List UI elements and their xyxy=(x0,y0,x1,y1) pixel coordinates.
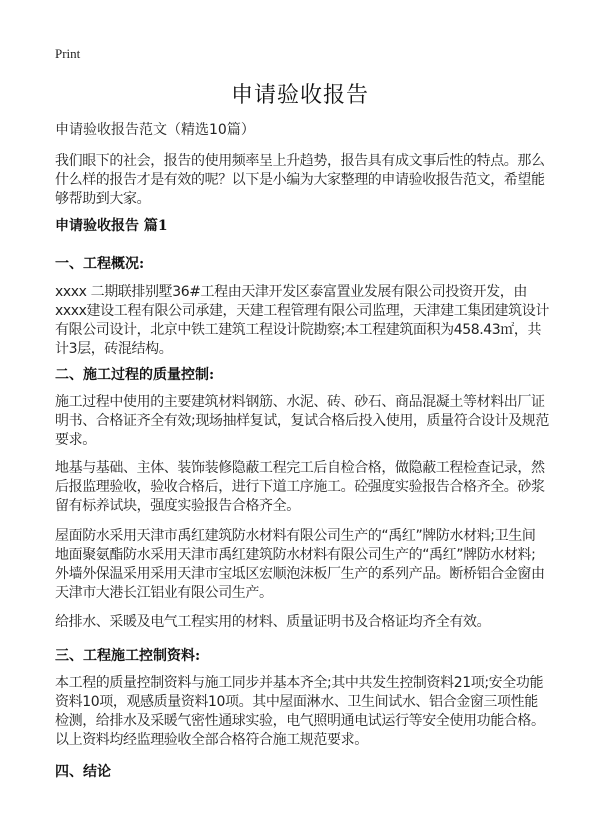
quality-paragraph-materials: 施工过程中使用的主要建筑材料钢筋、水泥、砖、砂石、商品混凝土等材料出厂证明书、合格证齐全有效;现场抽样复试，复试合格后投入使用，质量符合设计及规范要求。 xyxy=(55,394,549,448)
section-heading-overview: 一、工程概况: xyxy=(55,256,145,272)
document-title: 申请验收报告 xyxy=(230,83,369,108)
document-subtitle: 申请验收报告范文（精选10篇） xyxy=(55,122,255,138)
article-title: 申请验收报告 篇1 xyxy=(55,218,168,234)
section-heading-quality-control: 二、施工过程的质量控制: xyxy=(55,367,215,383)
quality-paragraph-mep: 给排水、采暖及电气工程实用的材料、质量证明书及合格证均齐全有效。 xyxy=(55,614,491,630)
section-heading-conclusion: 四、结论 xyxy=(55,764,111,780)
overview-paragraph: xxxx 二期联排别墅36#工程由天津开发区泰富置业发展有限公司投资开发，由xxxx建设工程有限公司承建，天建工程管理有限公司监理，天津建工集团建筑设计有限公司设计，北京中铁工建筑工程设计院勘察;本工程建筑面积为458.43㎡，共计3层，砖混结构。 xyxy=(55,284,549,357)
quality-paragraph-waterproofing: 屋面防水采用天津市禹红建筑防水材料有限公司生产的“禹红”牌防水材料;卫生间地面聚氨酯防水采用天津市禹红建筑防水材料有限公司生产的“禹红”牌防水材料;外墙外保温采用采用天津市宝坻区宏顺泡沫板厂生产的系列产品。断桥铝合金窗由天津市大港长江铝业有限公司生产。 xyxy=(55,528,545,601)
section-heading-control-documents: 三、工程施工控制资料: xyxy=(55,648,201,664)
control-documents-paragraph: 本工程的质量控制资料与施工同步并基本齐全;其中共发生控制资料21项;安全功能资料10项，观感质量资料10项。其中屋面淋水、卫生间试水、铝合金窗三项性能检测，给排水及采暖气密性通球实验，电气照明通电试运行等安全使用功能合格。以上资料均经监理验收全部合格符合施工规范要求。 xyxy=(55,675,545,748)
quality-paragraph-concealed-works: 地基与基础、主体、装饰装修隐蔽工程完工后自检合格，做隐蔽工程检查记录，然后报监理验收，验收合格后，进行下道工序施工。砼强度实验报告合格齐全。砂浆留有标养试块，强度实验报告合格齐全。 xyxy=(55,460,545,514)
intro-paragraph: 我们眼下的社会，报告的使用频率呈上升趋势，报告具有成文事后性的特点。那么什么样的报告才是有效的呢？以下是小编为大家整理的申请验收报告范文，希望能够帮助到大家。 xyxy=(55,153,545,207)
print-label[interactable]: Print xyxy=(55,46,81,61)
